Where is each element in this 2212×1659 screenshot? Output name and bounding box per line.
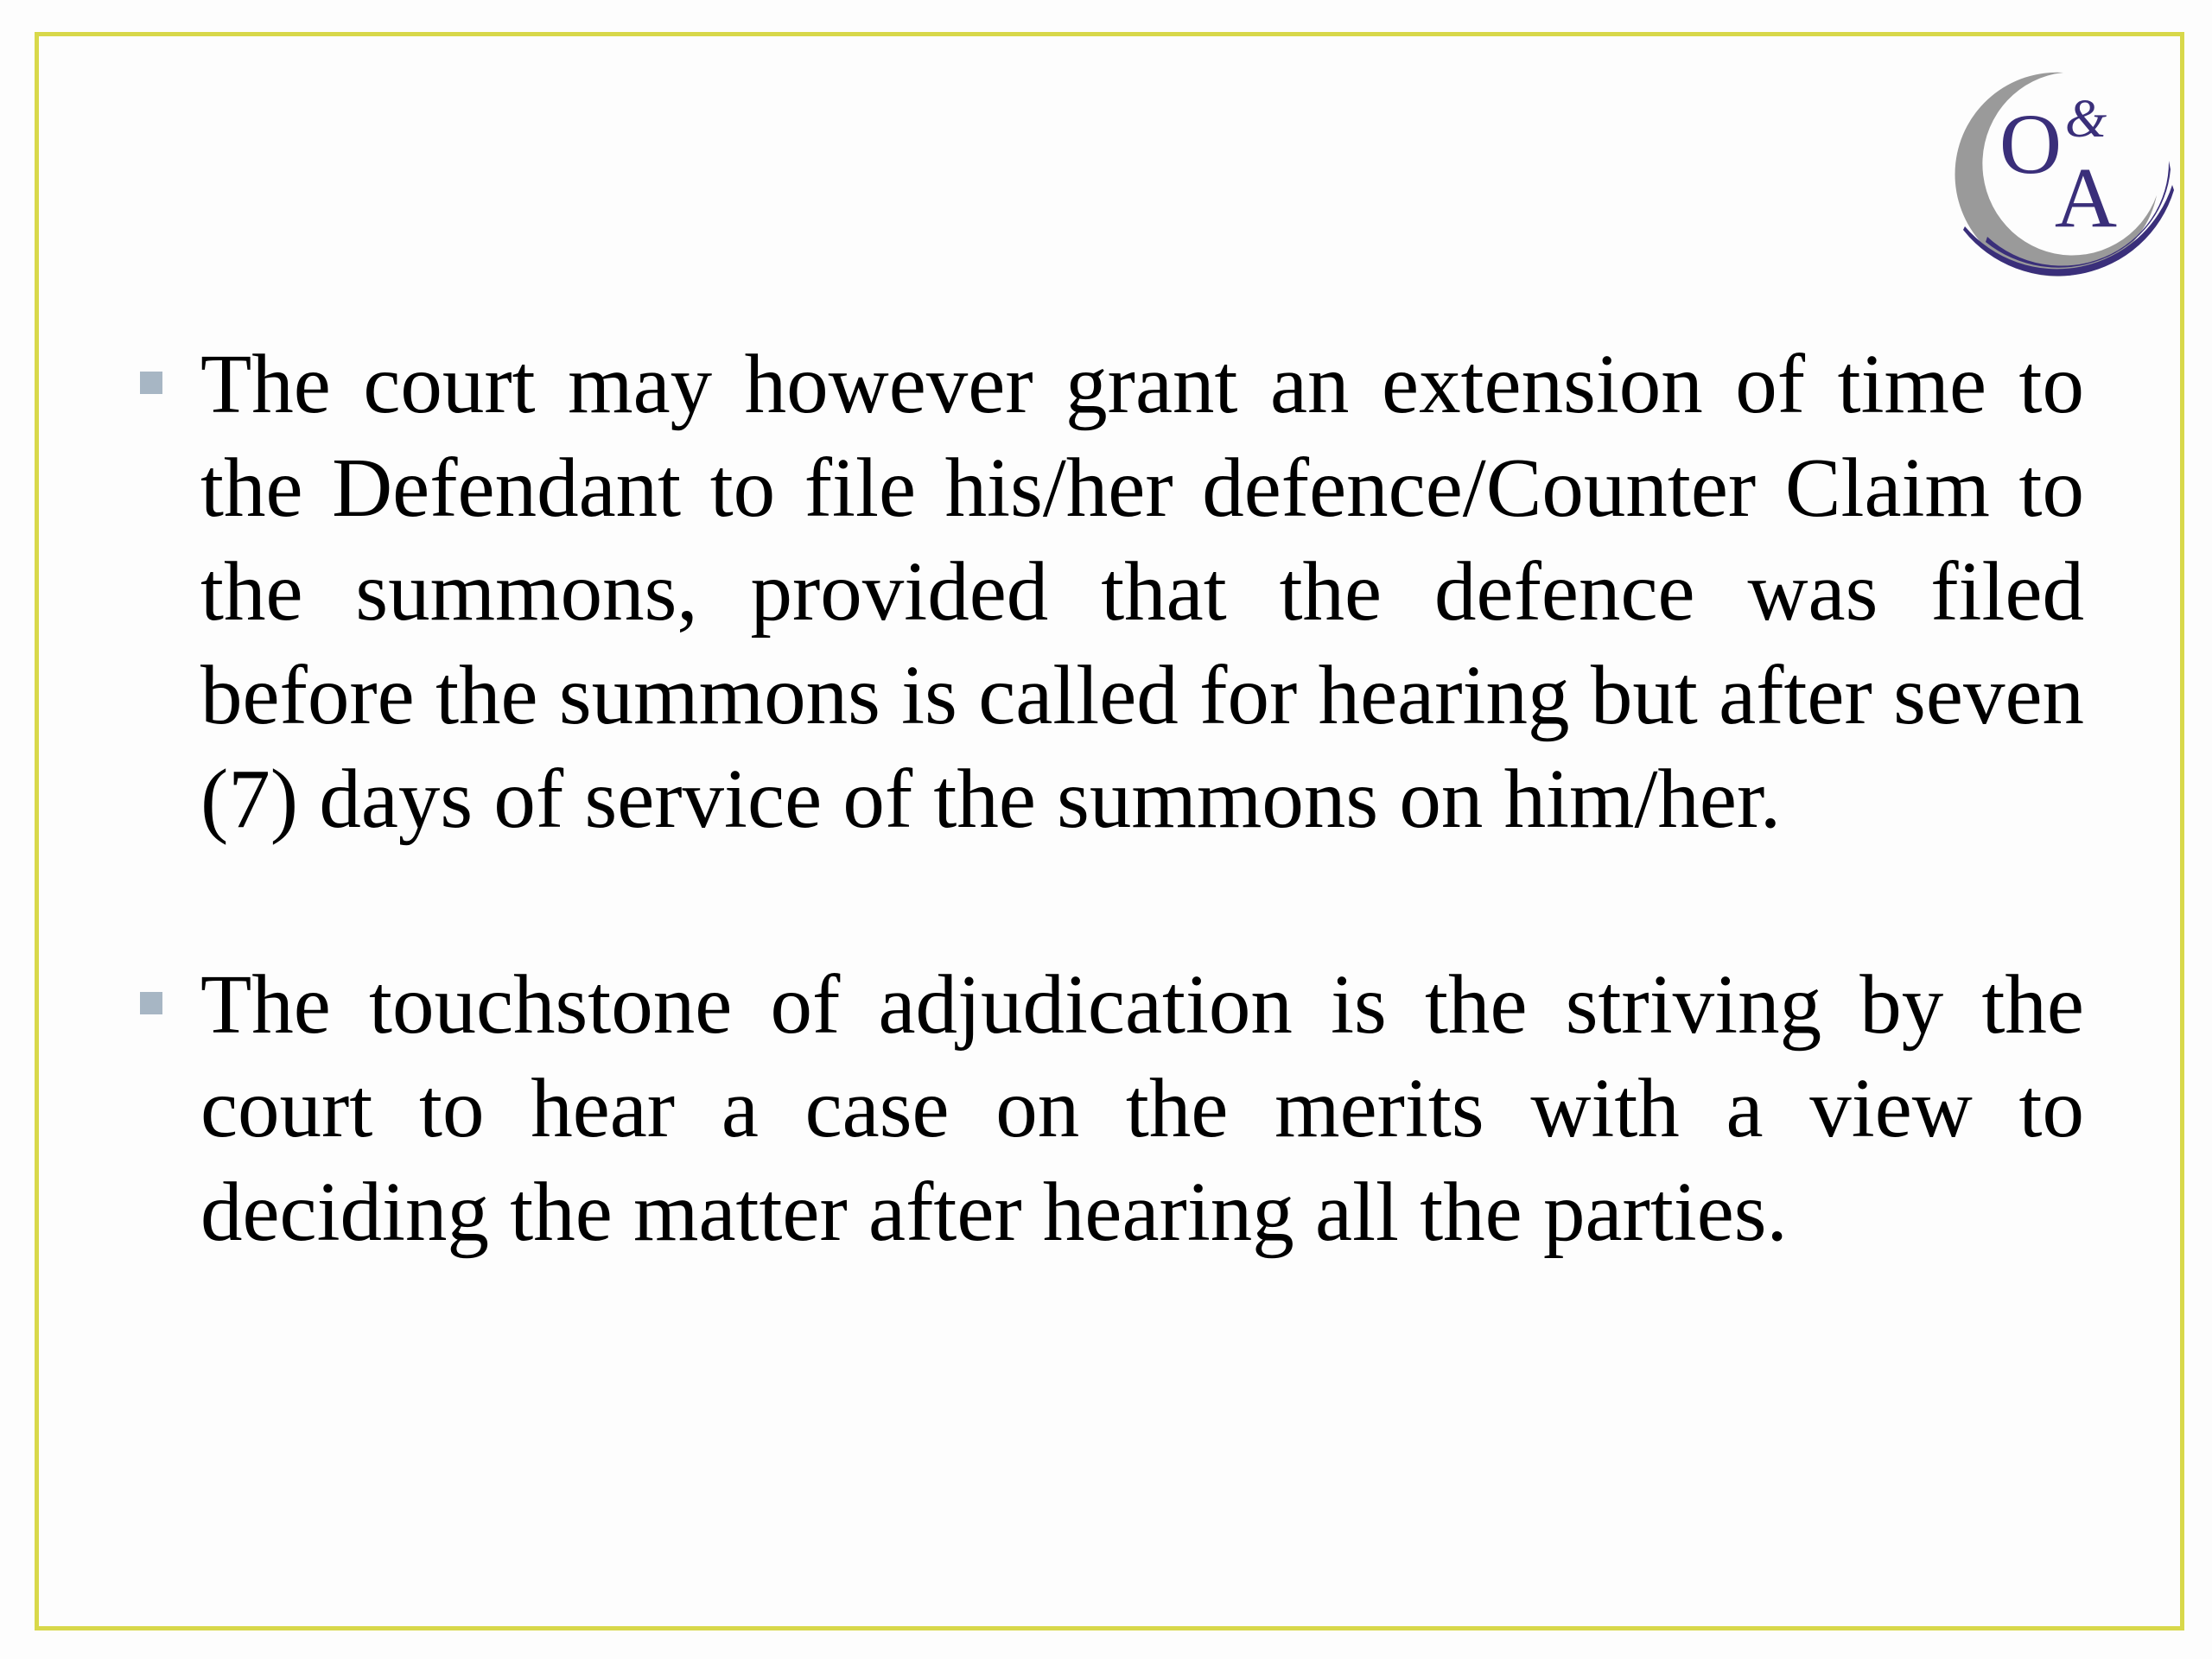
bullet-item-touchstone xyxy=(138,953,2084,1264)
oa-logo xyxy=(1934,57,2184,287)
square-bullet-icon xyxy=(140,992,162,1014)
bullet-list xyxy=(138,333,2084,1264)
logo-ampersand: & xyxy=(2064,90,2107,149)
bullet-text: The touchstone of adjudication is the striving by the court to hear a case on the merits with a view to deciding the matter after hearing all the parties. xyxy=(200,958,2084,1258)
bullet-text: The court may however grant an extension of time to the Defendant to file his/her defence/Counter Claim to the summons, provided that the defence was filed before the summons is called for hearing but after seven (7) days of service of the summons on him/her. xyxy=(200,338,2084,845)
logo-letter-o: O xyxy=(1999,96,2063,192)
logo-letter-a: A xyxy=(2054,149,2118,245)
square-bullet-icon xyxy=(140,372,162,394)
bullet-item-extension xyxy=(138,333,2084,851)
